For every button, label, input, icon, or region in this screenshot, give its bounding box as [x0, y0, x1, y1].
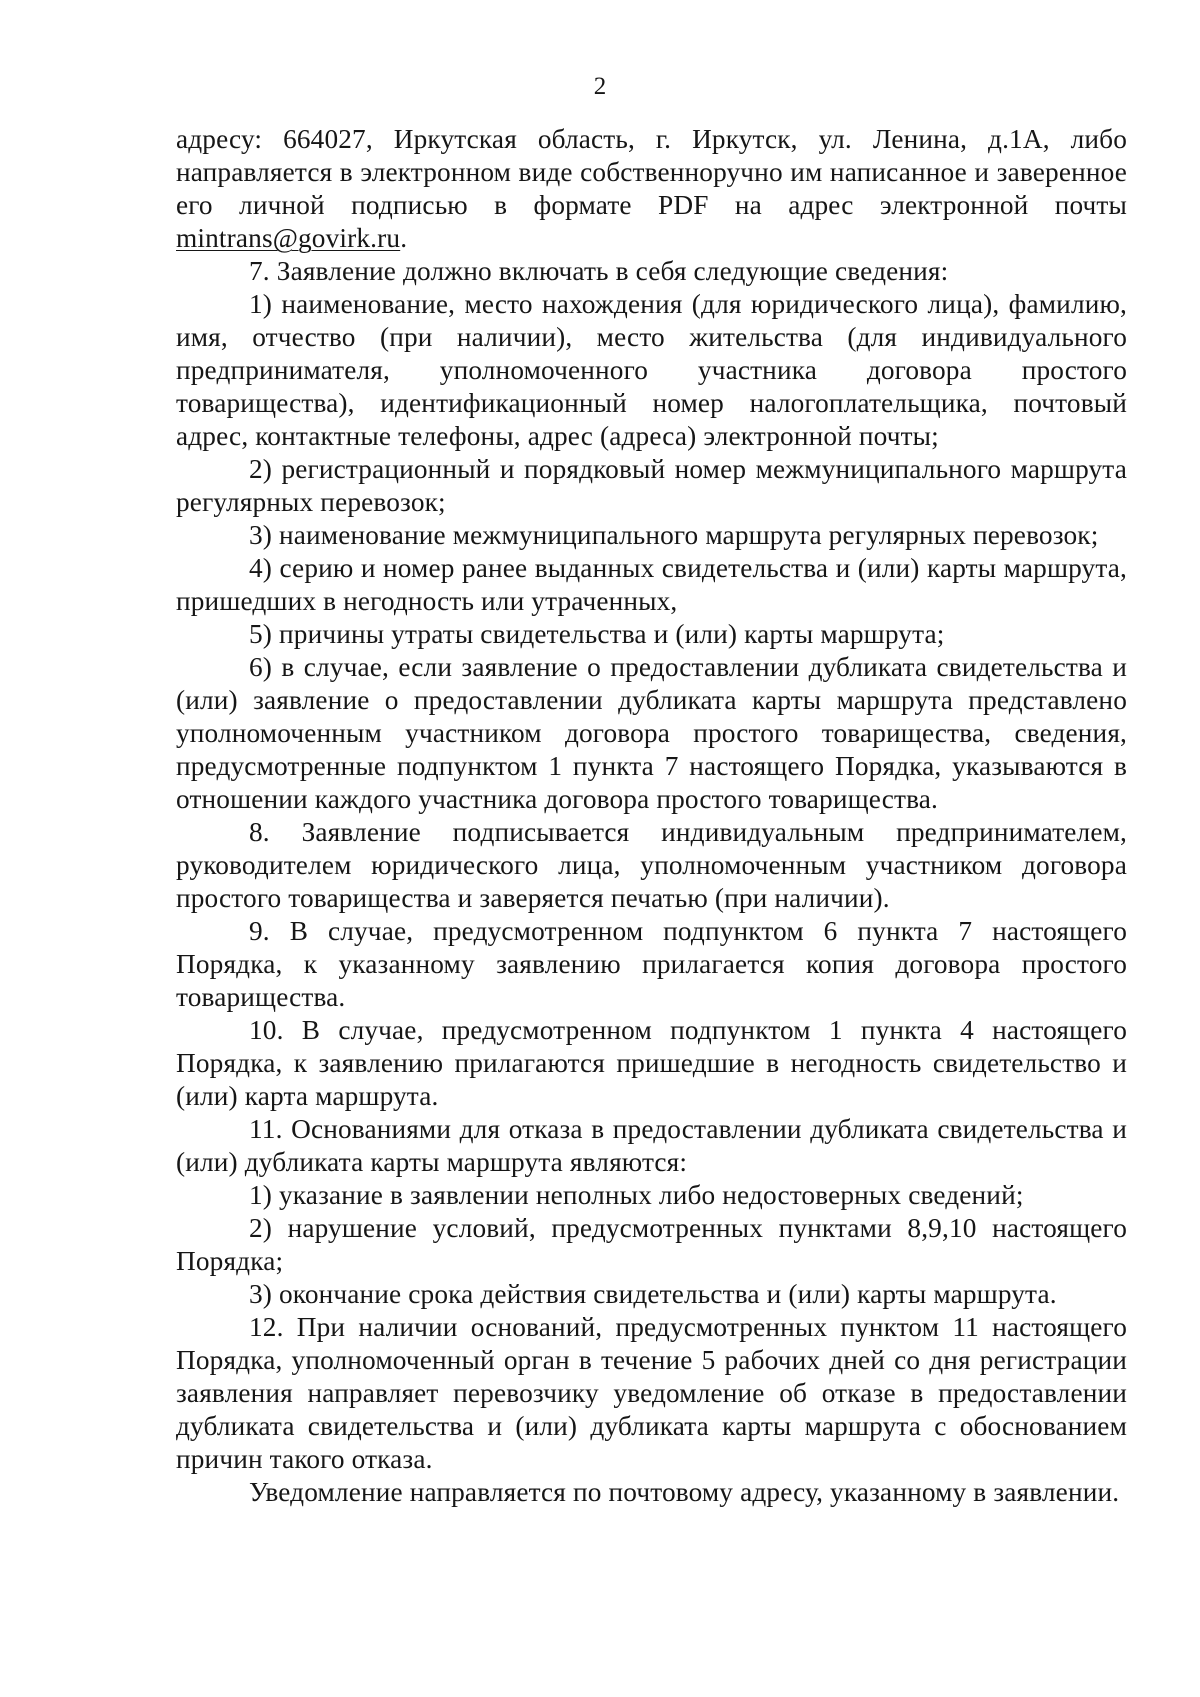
paragraph-subitem-7-4: 4) серию и номер ранее выданных свидетельства и (или) карты маршрута, пришедших в негодность или утраченных, — [176, 553, 1127, 616]
paragraph-item-7: 7. Заявление должно включать в себя следующие сведения: — [249, 256, 949, 286]
document-body — [176, 123, 1127, 1509]
paragraph-subitem-7-5: 5) причины утраты свидетельства и (или) карты маршрута; — [249, 619, 945, 649]
paragraph-item-12: 12. При наличии оснований, предусмотренных пунктом 11 настоящего Порядка, уполномоченный орган в течение 5 рабочих дней со дня регистрации заявления направляет перевозчику уведомление об отказе в предоставлении дубликата свидетельства и (или) дубликата карты маршрута с обоснованием причин такого отказа. — [176, 1312, 1127, 1474]
page-number: 2 — [593, 73, 607, 100]
paragraph-subitem-7-1: 1) наименование, место нахождения (для юридического лица), фамилию, имя, отчество (при наличии), место жительства (для индивидуального предпринимателя, уполномоченного участника договора простого товарищества), идентификационный номер налогоплательщика, почтовый адрес, контактные телефоны, адрес (адреса) электронной почты; — [176, 289, 1127, 451]
paragraph-text: адресу: 664027, Иркутская область, г. Иркутск, ул. Ленина, д.1А, либо направляется в электронном виде собственноручно им написанное и заверенное его личной подписью в формате PDF на адрес электронной почты — [176, 124, 1127, 220]
paragraph-notification: Уведомление направляется по почтовому адресу, указанному в заявлении. — [249, 1477, 1120, 1507]
email-link[interactable]: mintrans@govirk.ru — [176, 223, 401, 253]
paragraph-subitem-7-6: 6) в случае, если заявление о предоставлении дубликата свидетельства и (или) заявление о предоставлении дубликата карты маршрута представлено уполномоченным участником договора простого товарищества, сведения, предусмотренные подпунктом 1 пункта 7 настоящего Порядка, указываются в отношении каждого участника договора простого товарищества. — [176, 652, 1127, 814]
paragraph-subitem-11-3: 3) окончание срока действия свидетельства и (или) карты маршрута. — [249, 1279, 1057, 1309]
paragraph-text-end: . — [400, 223, 408, 253]
paragraph-subitem-7-2: 2) регистрационный и порядковый номер межмуниципального маршрута регулярных перевозок; — [176, 454, 1127, 517]
paragraph-item-8: 8. Заявление подписывается индивидуальным предпринимателем, руководителем юридического лица, уполномоченным участником договора простого товарищества и заверяется печатью (при наличии). — [176, 817, 1127, 913]
paragraph-subitem-7-3: 3) наименование межмуниципального маршрута регулярных перевозок; — [249, 520, 1099, 550]
paragraph-subitem-11-2: 2) нарушение условий, предусмотренных пунктами 8,9,10 настоящего Порядка; — [176, 1213, 1127, 1276]
paragraph-item-11: 11. Основаниями для отказа в предоставлении дубликата свидетельства и (или) дубликата карты маршрута являются: — [176, 1114, 1127, 1177]
paragraph-item-10: 10. В случае, предусмотренном подпунктом 1 пункта 4 настоящего Порядка, к заявлению прилагаются пришедшие в негодность свидетельство и (или) карта маршрута. — [176, 1015, 1127, 1111]
paragraph-subitem-11-1: 1) указание в заявлении неполных либо недостоверных сведений; — [249, 1180, 1024, 1210]
paragraph-item-9: 9. В случае, предусмотренном подпунктом 6 пункта 7 настоящего Порядка, к указанному заявлению прилагается копия договора простого товарищества. — [176, 916, 1127, 1012]
paragraph-address-continuation — [176, 123, 1127, 255]
